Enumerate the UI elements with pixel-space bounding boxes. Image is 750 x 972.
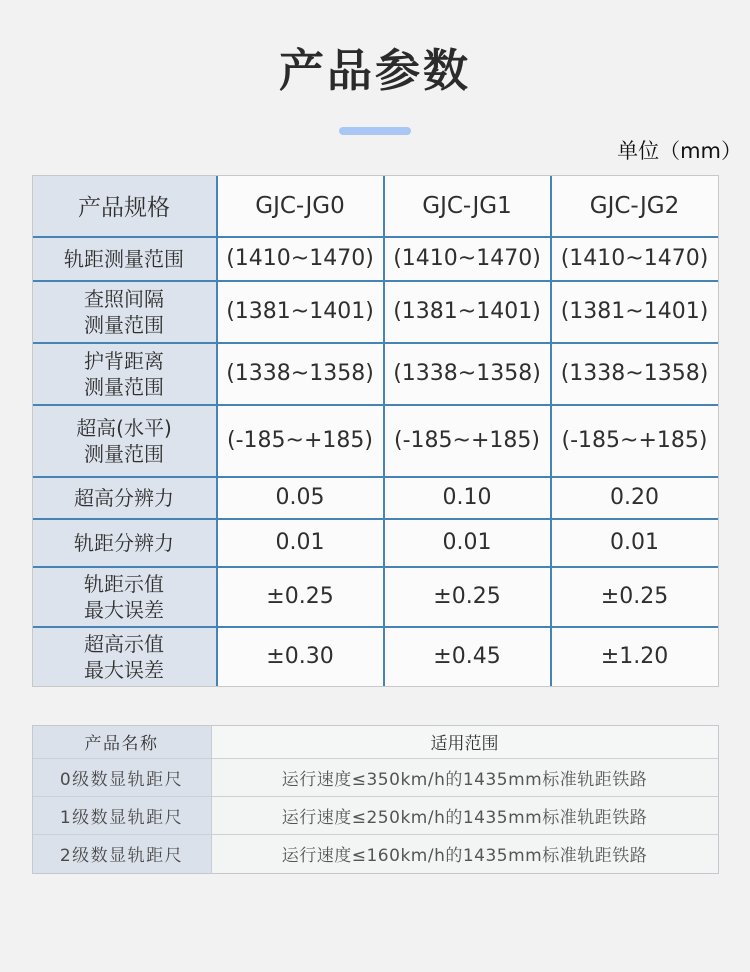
table-row — [33, 478, 718, 520]
app-range-grade0: 运行速度≤350km/h的1435mm标准轨距铁路 — [212, 759, 718, 797]
app-product-grade2: 2级数显轨距尺 — [33, 835, 212, 873]
table-row — [33, 282, 718, 344]
cell-value: (1410~1470) — [218, 238, 385, 282]
spec-header-model-jg2: GJC-JG2 — [552, 176, 718, 238]
cell-value: (1410~1470) — [552, 238, 718, 282]
row-label-back-guard-range: 护背距离 测量范围 — [33, 344, 218, 406]
cell-value: 0.01 — [385, 520, 552, 568]
cell-value: 0.10 — [385, 478, 552, 520]
spec-header-product-spec: 产品规格 — [33, 176, 218, 238]
cell-value: (-185~+185) — [218, 406, 385, 478]
table-row — [33, 628, 718, 686]
cell-value: ±0.25 — [552, 568, 718, 628]
spec-table — [32, 175, 719, 687]
application-table — [32, 725, 719, 874]
cell-value: ±0.45 — [385, 628, 552, 686]
cell-value: ±0.25 — [218, 568, 385, 628]
title-underline-bar — [339, 127, 411, 135]
row-label-superelevation-resolution: 超高分辨力 — [33, 478, 218, 520]
table-row — [33, 797, 718, 835]
app-product-grade0: 0级数显轨距尺 — [33, 759, 212, 797]
row-label-superelevation-max-error: 超高示值 最大误差 — [33, 628, 218, 686]
cell-value: (1338~1358) — [218, 344, 385, 406]
row-label-gauge-range: 轨距测量范围 — [33, 238, 218, 282]
spec-header-model-jg0: GJC-JG0 — [218, 176, 385, 238]
cell-value: (1381~1401) — [385, 282, 552, 344]
cell-value: (1381~1401) — [552, 282, 718, 344]
cell-value: (1338~1358) — [385, 344, 552, 406]
table-row — [33, 759, 718, 797]
app-range-grade2: 运行速度≤160km/h的1435mm标准轨距铁路 — [212, 835, 718, 873]
cell-value: (1338~1358) — [552, 344, 718, 406]
cell-value: 0.05 — [218, 478, 385, 520]
cell-value: (1410~1470) — [385, 238, 552, 282]
cell-value: ±1.20 — [552, 628, 718, 686]
row-label-gauge-max-error: 轨距示值 最大误差 — [33, 568, 218, 628]
cell-value: ±0.30 — [218, 628, 385, 686]
app-range-grade1: 运行速度≤250km/h的1435mm标准轨距铁路 — [212, 797, 718, 835]
table-row — [33, 835, 718, 873]
cell-value: 0.01 — [218, 520, 385, 568]
application-table-header-row — [33, 726, 718, 759]
table-row — [33, 238, 718, 282]
row-label-check-interval-range: 查照间隔 测量范围 — [33, 282, 218, 344]
table-row — [33, 520, 718, 568]
cell-value: (1381~1401) — [218, 282, 385, 344]
table-row — [33, 344, 718, 406]
page-title: 产品参数 — [278, 44, 471, 97]
row-label-gauge-resolution: 轨距分辨力 — [33, 520, 218, 568]
cell-value: 0.20 — [552, 478, 718, 520]
cell-value: ±0.25 — [385, 568, 552, 628]
app-product-grade1: 1级数显轨距尺 — [33, 797, 212, 835]
spec-table-header-row — [33, 176, 718, 238]
table-row — [33, 568, 718, 628]
cell-value: (-185~+185) — [385, 406, 552, 478]
cell-value: 0.01 — [552, 520, 718, 568]
app-header-product-name: 产品名称 — [33, 726, 212, 759]
app-header-applicable-range: 适用范围 — [212, 726, 718, 759]
spec-header-model-jg1: GJC-JG1 — [385, 176, 552, 238]
cell-value: (-185~+185) — [552, 406, 718, 478]
unit-label: 单位（mm） — [617, 138, 742, 163]
table-row — [33, 406, 718, 478]
row-label-superelevation-range: 超高(水平) 测量范围 — [33, 406, 218, 478]
